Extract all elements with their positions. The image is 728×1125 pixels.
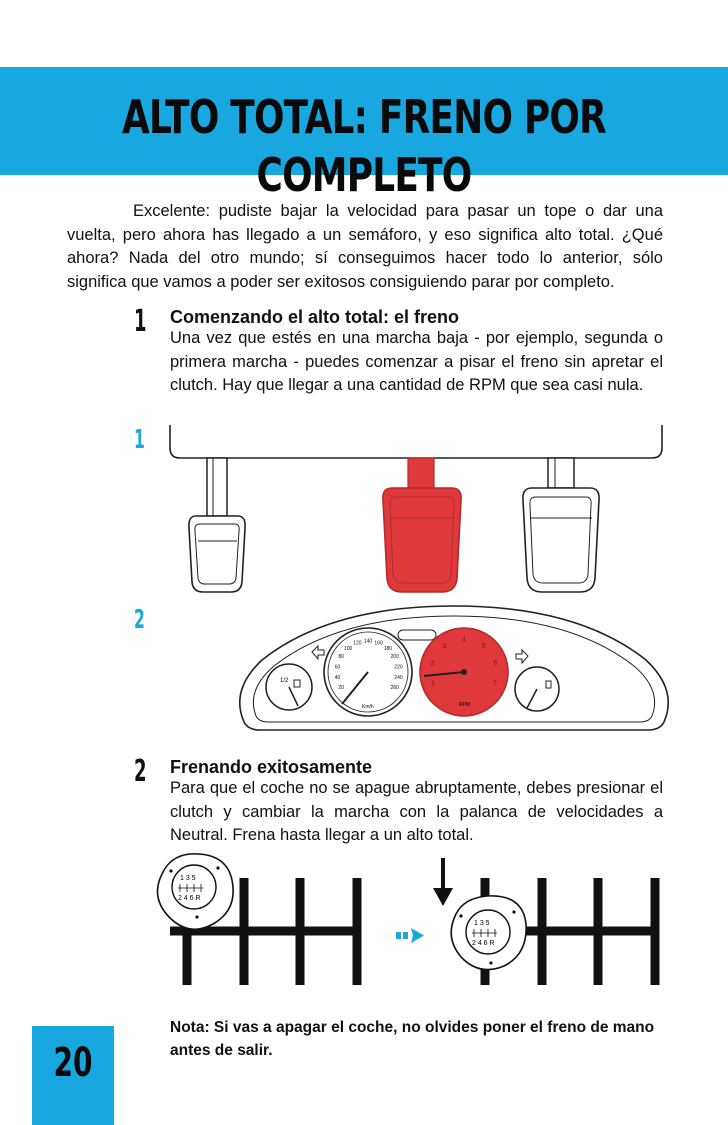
figure-1-label: 1: [134, 425, 145, 455]
press-down-arrow-icon: [433, 858, 453, 906]
svg-text:1/2: 1/2: [280, 678, 289, 684]
gauge-tick-label: 20: [338, 685, 344, 692]
gauge-tick-label: 2: [430, 659, 435, 667]
tachometer-unit: RPM: [459, 702, 471, 708]
gear-knob-left-top-row: 1 3 5: [180, 875, 196, 882]
speedometer-unit: Km/h: [362, 704, 374, 710]
gauge-tick-label: 260: [390, 685, 399, 692]
gauge-tick-label: 240: [394, 675, 403, 681]
gauge-tick-label: 3: [442, 642, 447, 650]
intro-paragraph: Excelente: pudiste bajar la velocidad para pasar un tope o dar una vuelta, pero ahora has llegado a un semáforo, y eso significa alto total. ¿Qué ahora? Nada del otro mundo; sí conseguimos hacer todo lo anterior, sólo significa que vamos a poder ser exitosos consiguiendo parar por completo.: [67, 202, 663, 291]
gauge-tick-label: 7: [493, 680, 497, 688]
gauge-tick-label: 1: [431, 680, 435, 688]
gear-knob-right: [451, 896, 526, 970]
gauge-tick-label: 5: [481, 642, 486, 650]
gauge-tick-label: 120: [353, 640, 362, 647]
gauge-tick-label: 4: [462, 636, 466, 644]
gauge-tick-label: 220: [394, 664, 403, 671]
step-1-body: Una vez que estés en una marcha baja - por ejemplo, segunda o primera marcha - puedes comenzar a pisar el freno sin apretar el clutch. Hay que llegar a una cantidad de RPM que sea casi nula.: [170, 329, 663, 394]
page-number: 20: [53, 1040, 93, 1086]
gauge-tick-label: 200: [390, 654, 399, 661]
gauge-tick-label: 6: [493, 659, 498, 667]
gauge-tick-label: 140: [363, 638, 373, 645]
step-2-body: Para que el coche no se apague abruptamente, debes presionar el clutch y cambiar la marcha con la palanca de velocidades a Neutral. Frena hasta llegar a un alto total.: [170, 779, 663, 844]
gauge-tick-label: 160: [374, 640, 383, 647]
step-1-title: Comenzando el alto total: el freno: [170, 307, 460, 327]
gauge-tick-label: 180: [383, 645, 393, 652]
transition-arrow-icon: [396, 928, 424, 943]
gear-knob-left-bottom-row: 2 4 6 R: [178, 895, 201, 902]
note-text: Nota: Si vas a apagar el coche, no olvides poner el freno de mano antes de salir.: [170, 1019, 655, 1059]
gear-knob-right-bottom-row: 2 4 6 R: [472, 940, 495, 947]
gauge-tick-label: 60: [334, 664, 341, 671]
figure-2-label: 2: [134, 605, 145, 635]
page-title: ALTO TOTAL: FRENO POR COMPLETO: [121, 90, 607, 202]
gear-knob-left: [158, 854, 234, 929]
gauge-tick-label: 100: [343, 645, 353, 652]
step-2-title: Frenando exitosamente: [170, 757, 373, 777]
gear-knob-right-top-row: 1 3 5: [474, 920, 490, 927]
step-1-number: 1: [134, 304, 147, 339]
gauge-tick-label: 40: [334, 675, 341, 681]
gauge-tick-label: 80: [338, 654, 344, 661]
step-2-number: 2: [134, 754, 147, 789]
